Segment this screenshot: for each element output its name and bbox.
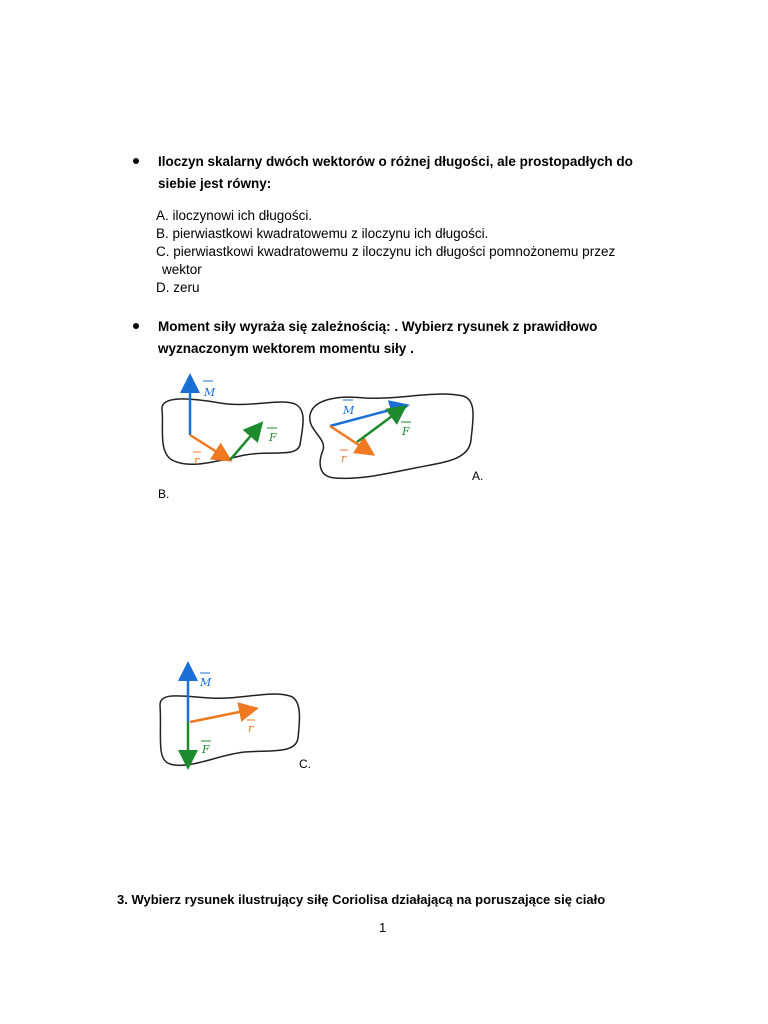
option-c-continued: wektor xyxy=(162,262,202,277)
question-2-line-1: Moment siły wyraża się zależnością: . Wybierz rysunek z prawidłowo xyxy=(158,319,598,334)
question-3: 3. Wybierz rysunek ilustrujący siłę Coriolisa działającą na poruszające się ciało xyxy=(117,892,606,907)
figure-a-label: A. xyxy=(472,469,484,483)
question-2-line-2: wyznaczonym wektorem momentu siły . xyxy=(158,341,414,356)
vector-r-label: r xyxy=(194,454,200,467)
option-a: A. iloczynowi ich długości. xyxy=(156,208,313,223)
bullet-2 xyxy=(133,323,139,329)
option-d: D. zeru xyxy=(156,280,200,295)
question-1-line-2: siebie jest równy: xyxy=(158,176,272,191)
question-1-line-1: Iloczyn skalarny dwóch wektorów o różnej długości, ale prostopadłych do xyxy=(158,154,633,169)
figure-b-diagram xyxy=(150,370,310,470)
vector-r-label: r xyxy=(248,722,254,735)
figure-b-label: B. xyxy=(158,487,170,501)
option-c: C. pierwiastkowi kwadratowemu z iloczynu ich długości pomnożonemu przez xyxy=(156,244,616,259)
figure-a-diagram xyxy=(305,390,480,485)
body-outline xyxy=(162,399,303,464)
vector-f-label: F xyxy=(269,431,277,444)
vector-m-label: M xyxy=(200,676,212,689)
figure-c-label: C. xyxy=(299,757,311,771)
vector-m-label: M xyxy=(204,386,216,399)
body-outline xyxy=(160,694,300,765)
vector-m-label: M xyxy=(343,404,355,417)
vector-r-label: r xyxy=(341,452,347,465)
figure-c-diagram xyxy=(150,660,310,775)
vector-f-label: F xyxy=(202,743,210,756)
body-outline xyxy=(310,394,473,478)
option-b: B. pierwiastkowi kwadratowemu z iloczynu ich długości. xyxy=(156,226,489,241)
vector-f-label: F xyxy=(402,425,410,438)
page-number: 1 xyxy=(379,920,387,935)
bullet-1 xyxy=(133,158,139,164)
vector-r-arrow xyxy=(330,426,371,453)
vector-r-arrow xyxy=(190,709,254,722)
